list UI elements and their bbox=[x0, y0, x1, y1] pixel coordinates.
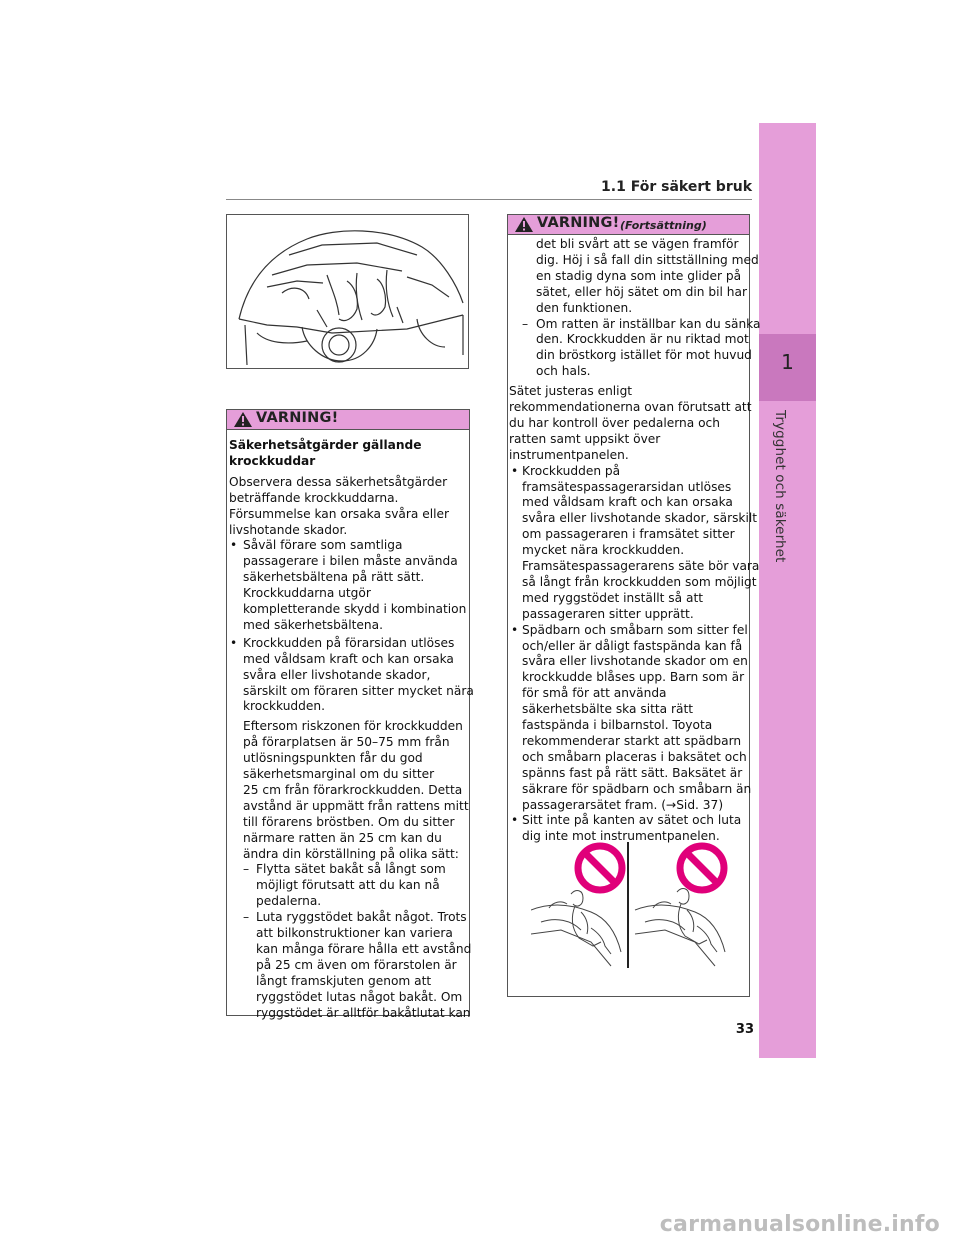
dash-marker: – bbox=[522, 316, 529, 331]
bullet-line: Krockkuddarna utgör bbox=[243, 586, 371, 601]
dash-line: långt framskjuten genom att bbox=[256, 973, 432, 988]
dash-line: på 25 cm även om förarstolen är bbox=[256, 957, 457, 972]
car-interior-illustration bbox=[226, 214, 469, 369]
bullet-line: med våldsam kraft och kan orsaka bbox=[522, 495, 733, 510]
bullet-line: Spädbarn och småbarn som sitter fel bbox=[522, 622, 748, 637]
warning-heading: krockkuddar bbox=[229, 453, 316, 468]
dash-line: kan många förare hålla ett avstånd bbox=[256, 941, 472, 956]
bullet-marker: • bbox=[230, 635, 238, 650]
bullet-marker: • bbox=[230, 538, 238, 553]
warning-header bbox=[508, 215, 749, 235]
bullet-line: spänns fast på rätt sätt. Baksätet är bbox=[522, 765, 743, 780]
dash-line: ryggstödet är alltför bakåtlutat kan bbox=[256, 1005, 471, 1020]
paragraph-line: närmare ratten än 25 cm kan du bbox=[243, 830, 442, 845]
chapter-title: Trygghet och säkerhet bbox=[772, 410, 788, 563]
bullet-line: Krockkudden på bbox=[522, 463, 621, 478]
bullet-line: mycket nära krockkudden. bbox=[522, 543, 685, 558]
paragraph-line: rekommendationerna ovan förutsatt att bbox=[509, 400, 752, 414]
bullet-line: för små för att använda bbox=[522, 686, 667, 701]
chapter-side-tab bbox=[759, 123, 816, 1058]
paragraph-line: till förarens bröstben. Om du sitter bbox=[243, 814, 455, 829]
warning-title: VARNING! bbox=[256, 410, 339, 426]
paragraph-line: Sätet justeras enligt bbox=[509, 384, 633, 399]
continued-line: en stadig dyna som inte glider på bbox=[536, 268, 742, 283]
warning-continued-label: (Fortsättning) bbox=[620, 219, 707, 232]
paragraph-line: säkerhetsmarginal om du sitter bbox=[243, 767, 435, 781]
paragraph-line: Eftersom riskzonen för krockkudden bbox=[243, 719, 463, 734]
bullet-line: säkerhetsbältena på rätt sätt. bbox=[243, 570, 425, 585]
page-number: 33 bbox=[735, 1022, 754, 1037]
paragraph-line: avstånd är uppmätt från rattens mitt bbox=[243, 798, 469, 813]
bullet-line: krockkudde blåses upp. Barn som är bbox=[522, 670, 745, 685]
bullet-line: om passageraren i framsätet sitter bbox=[522, 527, 735, 542]
bullet-line: Såväl förare som samtliga bbox=[243, 538, 403, 553]
chapter-number: 1 bbox=[781, 350, 794, 374]
bullet-line: Sitt inte på kanten av sätet och luta bbox=[522, 813, 742, 828]
bullet-line: framsätespassagerarsidan utlöses bbox=[522, 479, 732, 494]
warning-heading: Säkerhetsåtgärder gällande bbox=[229, 438, 422, 452]
dash-line: möjligt förutsatt att du kan nå bbox=[256, 878, 440, 893]
bullet-line: säkrare för spädbarn och småbarn än bbox=[522, 781, 752, 796]
bullet-line: passagerarsätet fram. (→Sid. 37) bbox=[522, 797, 724, 812]
intro-line: livshotande skador. bbox=[229, 522, 348, 537]
paragraph-line: instrumentpanelen. bbox=[509, 447, 629, 462]
paragraph-line: 25 cm från förarkrockkudden. Detta bbox=[243, 782, 463, 797]
bullet-marker: • bbox=[511, 622, 519, 637]
dash-line: Flytta sätet bakåt så långt som bbox=[256, 862, 446, 877]
bullet-line: svåra eller livshotande skador, särskilt bbox=[522, 511, 758, 526]
dash-line: pedalerna. bbox=[256, 894, 322, 909]
bullet-line: kompletterande skydd i kombination bbox=[243, 602, 467, 616]
bullet-marker: • bbox=[511, 463, 519, 478]
paragraph-line: du har kontroll över pedalerna och bbox=[509, 415, 720, 430]
dash-line: Luta ryggstödet bakåt något. Trots bbox=[256, 910, 467, 925]
bullet-line: med säkerhetsbältena. bbox=[243, 617, 384, 632]
bullet-line: rekommenderar starkt att spädbarn bbox=[522, 733, 742, 748]
warning-triangle-icon bbox=[514, 216, 534, 233]
continued-line: det bli svårt att se vägen framför bbox=[536, 237, 739, 251]
bullet-line: Framsätespassagerarens säte bör vara bbox=[522, 559, 760, 573]
warning-triangle-icon bbox=[233, 411, 253, 428]
bullet-line: och småbarn placeras i baksätet och bbox=[522, 749, 747, 764]
bullet-line: svåra eller livshotande skador om en bbox=[522, 654, 748, 669]
dash-line: att bilkonstruktioner kan variera bbox=[256, 926, 453, 940]
warning-title: VARNING! bbox=[537, 215, 620, 231]
continued-line: sätet, eller höj sätet om din bil har bbox=[536, 284, 747, 299]
intro-line: beträffande krockkuddarna. bbox=[229, 490, 399, 505]
bullet-line: så långt från krockkudden som möjligt bbox=[522, 574, 757, 589]
dash-line: och hals. bbox=[536, 364, 591, 379]
section-title: 1.1 För säkert bruk bbox=[601, 179, 752, 195]
illustration-divider bbox=[627, 842, 629, 968]
bullet-line: dig inte mot instrumentpanelen. bbox=[522, 829, 720, 844]
bullet-line: med ryggstödet inställt så att bbox=[522, 590, 703, 605]
prohibited-sign-icon bbox=[676, 842, 728, 894]
dash-line: Om ratten är inställbar kan du sänka bbox=[536, 316, 761, 331]
bullet-line: säkerhetsbälte ska sitta rätt bbox=[522, 702, 694, 717]
bullet-line: krockkudden. bbox=[243, 699, 325, 714]
intro-line: Observera dessa säkerhetsåtgärder bbox=[229, 474, 448, 489]
bullet-line: Krockkudden på förarsidan utlöses bbox=[243, 635, 455, 650]
continued-line: dig. Höj i så fall din sittställning med bbox=[536, 252, 759, 267]
header-rule bbox=[226, 199, 752, 200]
dash-marker: – bbox=[243, 910, 250, 925]
dash-line: ryggstödet lutas något bakåt. Om bbox=[256, 989, 463, 1004]
bullet-line: särskilt om föraren sitter mycket nära bbox=[243, 683, 474, 698]
bullet-line: med våldsam kraft och kan orsaka bbox=[243, 651, 454, 666]
bullet-line: fastspända i bilbarnstol. Toyota bbox=[522, 718, 713, 732]
warning-header bbox=[227, 410, 469, 430]
bullet-marker: • bbox=[511, 813, 519, 828]
bullet-line: och/eller är dåligt fastspända kan få bbox=[522, 638, 743, 653]
paragraph-line: på förarplatsen är 50–75 mm från bbox=[243, 735, 450, 750]
intro-line: Försummelse kan orsaka svåra eller bbox=[229, 506, 450, 521]
paragraph-line: ratten samt uppsikt över bbox=[509, 431, 661, 446]
watermark: carmanualsonline.info bbox=[659, 1212, 940, 1237]
paragraph-line: ändra din körställning på olika sätt: bbox=[243, 846, 459, 861]
continued-line: den funktionen. bbox=[536, 300, 633, 315]
dash-line: den. Krockkudden är nu riktad mot bbox=[536, 332, 749, 347]
paragraph-line: utlösningspunkten får du god bbox=[243, 751, 423, 766]
prohibited-sign-icon bbox=[574, 842, 626, 894]
bullet-line: passageraren sitter upprätt. bbox=[522, 606, 694, 621]
bullet-line: passagerare i bilen måste använda bbox=[243, 554, 458, 569]
dash-line: din bröstkorg istället för mot huvud bbox=[536, 348, 752, 363]
dash-marker: – bbox=[243, 862, 250, 877]
car-cutaway-drawing bbox=[227, 215, 468, 368]
bullet-line: svåra eller livshotande skador, bbox=[243, 667, 431, 682]
